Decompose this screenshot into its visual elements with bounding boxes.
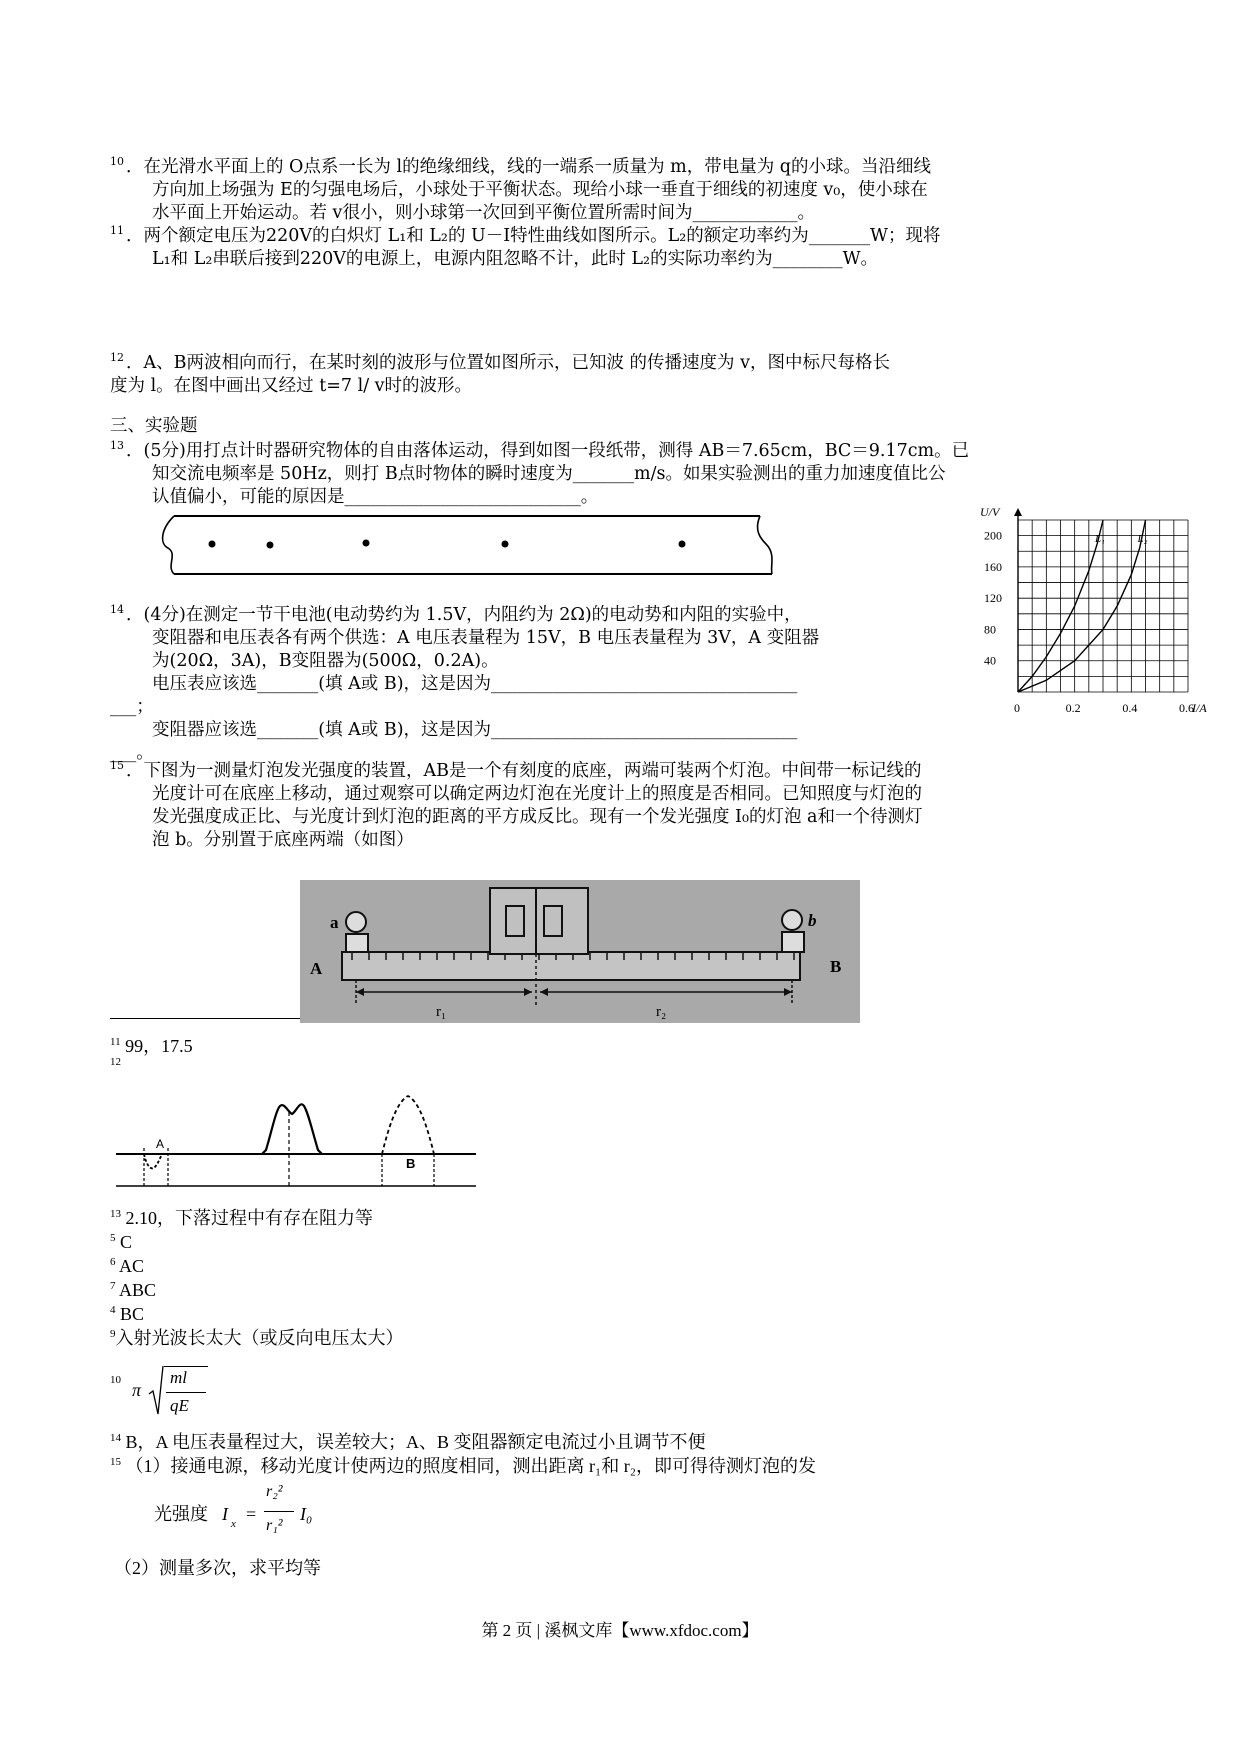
section-heading: 三、实验题	[110, 416, 198, 436]
label-end-a: A	[310, 959, 323, 978]
y-tick-label: 200	[984, 528, 1002, 543]
question-text: 发光强度成正比、与光度计到灯泡的距离的平方成反比。现有一个发光强度 I₀的灯泡 a和一个待测灯	[152, 806, 923, 827]
answer-10	[110, 1364, 310, 1420]
sqrt-sign-icon	[148, 1364, 164, 1418]
y-axis-title: U/V	[980, 505, 1000, 519]
answer-text: B，A 电压表量程过大，误差较大；A、B 变阻器额定电流过小且调节不便	[121, 1432, 706, 1452]
question-number: 12	[110, 351, 124, 364]
question-number: 15	[110, 759, 124, 772]
footnote-number: 12	[110, 1056, 121, 1068]
y-axis-arrow	[1014, 508, 1022, 516]
question-10	[110, 150, 1122, 225]
y-tick-label: 40	[984, 653, 996, 668]
tape-dot	[502, 541, 509, 548]
question-text: 光度计可在底座上移动，通过观察可以确定两边灯泡在光度计上的照度是否相同。已知照度与灯泡的	[152, 783, 922, 804]
question-15	[110, 754, 1122, 852]
fraction-numerator: r₂²	[266, 1483, 283, 1500]
tape-dot	[363, 540, 370, 547]
question-text: L₁和 L₂串联后接到220V的电源上，电源内阻忽略不计，此时 L₂的实际功率约为________W。	[152, 248, 879, 269]
label-r2: r₂	[656, 1004, 667, 1020]
formula-i0: I₀	[300, 1504, 313, 1524]
question-13	[110, 434, 1122, 509]
x-axis-title: I/A	[1192, 701, 1207, 715]
answer-text: 99，17.5	[120, 1036, 193, 1056]
question-text: 泡 b。分别置于底座两端（如图）	[152, 829, 414, 850]
question-text: ．下图为一测量灯泡发光强度的装置，AB是一个有刻度的底座，两端可装两个灯泡。中间带一标记线的	[126, 760, 922, 781]
fraction-numerator: ml	[170, 1368, 187, 1387]
footnote-number: 14	[110, 1432, 121, 1444]
answer-text: BC	[115, 1304, 145, 1324]
label-bulb-b: b	[808, 911, 817, 930]
question-text: 认值偏小，可能的原因是___________________________。	[152, 486, 599, 507]
question-text: 水平面上开始运动。若 v很小，则小球第一次回到平衡位置所需时间为____________。	[152, 202, 815, 223]
formula-ix: I	[222, 1504, 228, 1524]
footnote-number: 10	[110, 1374, 121, 1386]
fraction-denominator: r₁²	[266, 1517, 283, 1534]
wave-label-a: A	[156, 1137, 165, 1151]
question-12	[110, 346, 1122, 398]
u-i-characteristic-chart	[980, 506, 1205, 716]
question-number: 14	[110, 603, 124, 616]
page-footer: 第 2 页 | 溪枫文库【www.xfdoc.com】	[481, 1621, 759, 1640]
paper-tape-figure	[160, 508, 780, 580]
answer-text: 入射光波长太大（或反向电压太大）	[115, 1328, 404, 1348]
series-line-2	[1018, 520, 1146, 692]
answer-15-formula	[154, 1478, 414, 1548]
question-number: 11	[110, 224, 124, 237]
question-text: ___；	[110, 696, 154, 717]
bulb-a-icon	[346, 912, 366, 932]
photometer-left-panel	[490, 888, 542, 954]
question-text: ___。	[110, 742, 154, 763]
tape-dot	[267, 542, 274, 549]
answer-text: AC	[115, 1256, 145, 1276]
question-text: ．(4分)在测定一节干电池(电动势约为 1.5V，内阻约为 2Ω)的电动势和内阻的实验中，	[126, 604, 802, 625]
question-number: 10	[110, 155, 124, 168]
answer-text: （1）接通电源，移动光度计使两边的照度相同，测出距离 r₁和 r₂，即可得待测灯泡的发	[121, 1456, 817, 1476]
footnote-number: 7	[110, 1280, 116, 1292]
question-text: 变阻器应该选_______(填 A或 B)，这是因为___________________________________	[152, 719, 798, 740]
answer-11	[110, 1030, 193, 1058]
footnote-number: 11	[110, 1036, 121, 1048]
answer-text: ABC	[115, 1280, 157, 1300]
answer-15-part2: （2）测量多次，求平均等	[114, 1558, 321, 1578]
formula-ix-sub: x	[231, 1518, 236, 1530]
question-number: 13	[110, 439, 124, 452]
question-text: ．A、B两波相向而行，在某时刻的波形与位置如图所示，已知波 的传播速度为 v，图中标尺每格长	[126, 352, 891, 373]
label-bulb-a: a	[330, 913, 339, 932]
answer-text: C	[115, 1232, 133, 1252]
graduated-base	[342, 952, 800, 980]
label-end-b: B	[830, 957, 842, 976]
series-label-1: L₁	[1095, 533, 1105, 545]
footnote-number: 13	[110, 1208, 121, 1220]
question-text: 变阻器和电压表各有两个供选：A 电压表量程为 15V，B 电压表量程为 3V，A 变阻器	[152, 627, 820, 648]
y-tick-label: 160	[984, 559, 1002, 574]
answer-text: 2.10，下落过程中有存在阻力等	[121, 1208, 373, 1228]
question-14	[110, 598, 970, 765]
pi-symbol: π	[132, 1380, 142, 1400]
footnote-number: 4	[110, 1304, 116, 1316]
tape-dot	[679, 541, 686, 548]
answer-12	[110, 1050, 121, 1078]
x-tick-label: 0.2	[1065, 701, 1081, 715]
bulb-b-icon	[782, 910, 802, 930]
x-tick-label: 0.4	[1122, 701, 1138, 715]
footnote-number: 6	[110, 1256, 116, 1268]
photometer-apparatus-figure	[300, 880, 860, 1023]
question-11	[110, 219, 1122, 271]
question-text: 知交流电频率是 50Hz，则打 B点时物体的瞬时速度为_______m/s。如果实验测出的重力加速度值比公	[152, 463, 946, 484]
x-tick-label: 0	[1014, 701, 1020, 715]
question-text: 度为 l。在图中画出又经过 t=7 l/ v时的波形。	[110, 375, 473, 396]
footnote-number: 5	[110, 1232, 116, 1244]
answer-13	[110, 1202, 373, 1230]
wave-label-b: B	[406, 1156, 416, 1171]
y-tick-label: 80	[984, 622, 996, 637]
formula-prefix: 光强度	[154, 1504, 208, 1524]
question-text: ．在光滑水平面上的 O点系一长为 l的绝缘细线，线的一端系一质量为 m，带电量为 q的小球。当沿细线	[126, 156, 931, 177]
fraction-denominator: qE	[170, 1396, 189, 1415]
question-text: ．两个额定电压为220V的白炽灯 L₁和 L₂的 U－I特性曲线如图所示。L₂的额定功率约为_______W；现将	[126, 225, 941, 246]
wave-answer-figure	[116, 1090, 476, 1192]
footnote-number: 15	[110, 1456, 121, 1468]
label-r1: r₁	[436, 1004, 447, 1020]
x-tick-label: 0.6	[1179, 701, 1194, 715]
answer-15	[110, 1450, 816, 1478]
question-text: 方向加上场强为 E的匀强电场后，小球处于平衡状态。现给小球一垂直于细线的初速度 v₀，使小球在	[152, 179, 928, 200]
question-text: 为(20Ω，3A)，B变阻器为(500Ω，0.2A)。	[152, 650, 499, 671]
question-text: ．(5分)用打点计时器研究物体的自由落体运动，得到如图一段纸带，测得 AB＝7.65cm，BC＝9.17cm。已	[126, 440, 970, 461]
footnote-rule	[110, 1018, 300, 1019]
y-tick-label: 120	[984, 591, 1002, 606]
question-text: 电压表应该选_______(填 A或 B)，这是因为___________________________________	[152, 673, 798, 694]
series-label-2: L₂	[1137, 533, 1148, 545]
footnote-number: 9	[110, 1328, 116, 1340]
formula-eq: =	[246, 1504, 257, 1524]
answer-9	[110, 1322, 404, 1350]
tape-dot	[209, 541, 216, 548]
